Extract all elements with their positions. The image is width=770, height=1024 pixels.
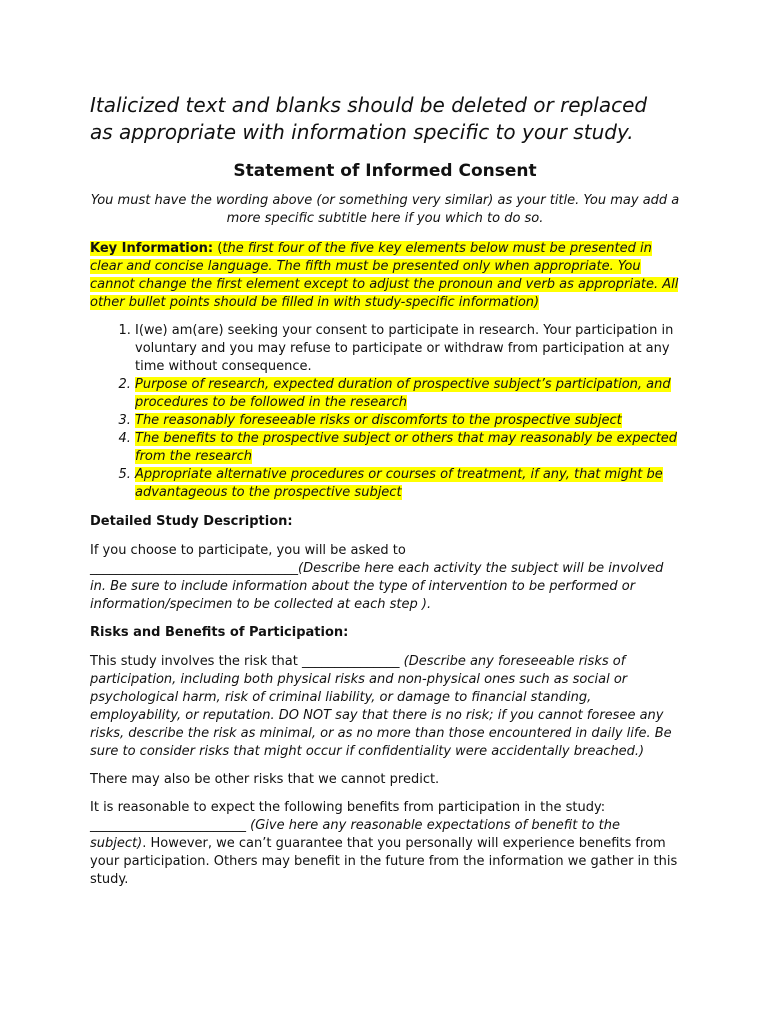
key-element-4: 4. The benefits to the prospective subject or others that may reasonably be expected from the research (135, 430, 680, 466)
detailed-study-paragraph (90, 542, 680, 614)
key-element-3: 3. The reasonably foreseeable risks or discomforts to the prospective subject (135, 412, 680, 430)
risks-benefits-heading: Risks and Benefits of Participation: (90, 625, 349, 640)
detailed-study-guidance: (Describe here each activity the subject will be involved in. Be sure to include information about the type of intervention to be performed or information/specimen to be collected at each step ). (90, 561, 664, 612)
risks-paragraph (90, 653, 680, 761)
template-instructions-line-1: Italicized text and blanks should be deleted or replaced (90, 93, 648, 117)
template-instructions-line-2: as appropriate with information specific to your study. (90, 120, 634, 144)
key-information-paragraph (90, 240, 680, 312)
document-title: Statement of Informed Consent (233, 161, 537, 181)
key-information-text: the first four of the five key elements below must be presented in clear and concise language. The fifth must be presented only when appropriate. You cannot change the first element except to adjust the pronoun and verb as appropriate. All other bullet points should be filled in with study-specific information) (90, 241, 679, 310)
detailed-study-heading: Detailed Study Description: (90, 514, 293, 529)
other-risks-paragraph: There may also be other risks that we cannot predict. (90, 772, 440, 787)
benefits-lead: It is reasonable to expect the following benefits from participation in the study: (90, 800, 606, 815)
key-element-1: 1. I(we) am(are) seeking your consent to participate in research. Your participation in voluntary and you may refuse to participate or withdraw from participation at any time without consequence. (135, 322, 680, 376)
template-instructions (90, 92, 680, 146)
key-information-label: Key Information: (90, 241, 214, 256)
key-element-2: 2. Purpose of research, expected duration of prospective subject’s participation, and procedures to be followed in the research (135, 376, 680, 412)
benefits-blank: ________________________ (90, 818, 246, 833)
key-element-5: 5. Appropriate alternative procedures or courses of treatment, if any, that might be advantageous to the prospective subject (135, 466, 680, 502)
benefits-tail: . However, we can’t guarantee that you personally will experience benefits from your participation. Others may benefit in the future from the information we gather in this study. (90, 836, 678, 887)
risks-guidance: (Describe any foreseeable risks of participation, including both physical risks and non-physical ones such as social or psychological harm, risk of criminal liability, or damage to financial standing, employability, or reputation. DO NOT say that there is no risk; if you cannot foresee any risks, describe the risk as minimal, or as no more than those encountered in daily life. Be sure to consider risks that might occur if confidentiality were accidentally breached.) (90, 654, 672, 759)
risks-lead: This study involves the risk that (90, 654, 302, 669)
detailed-study-lead: If you choose to participate, you will be asked to (90, 543, 406, 558)
key-information-open-paren: ( (213, 241, 223, 256)
detailed-study-blank: ________________________________ (90, 561, 298, 576)
risks-blank: _______________ (301, 654, 400, 669)
document-page (90, 92, 680, 889)
key-elements-list (90, 322, 680, 502)
benefits-paragraph (90, 799, 680, 889)
title-guidance: You must have the wording above (or something very similar) as your title. You may add a more specific subtitle here if you which to do so. (90, 193, 680, 226)
benefits-guidance: (Give here any reasonable expectations of benefit to the subject) (90, 818, 620, 851)
